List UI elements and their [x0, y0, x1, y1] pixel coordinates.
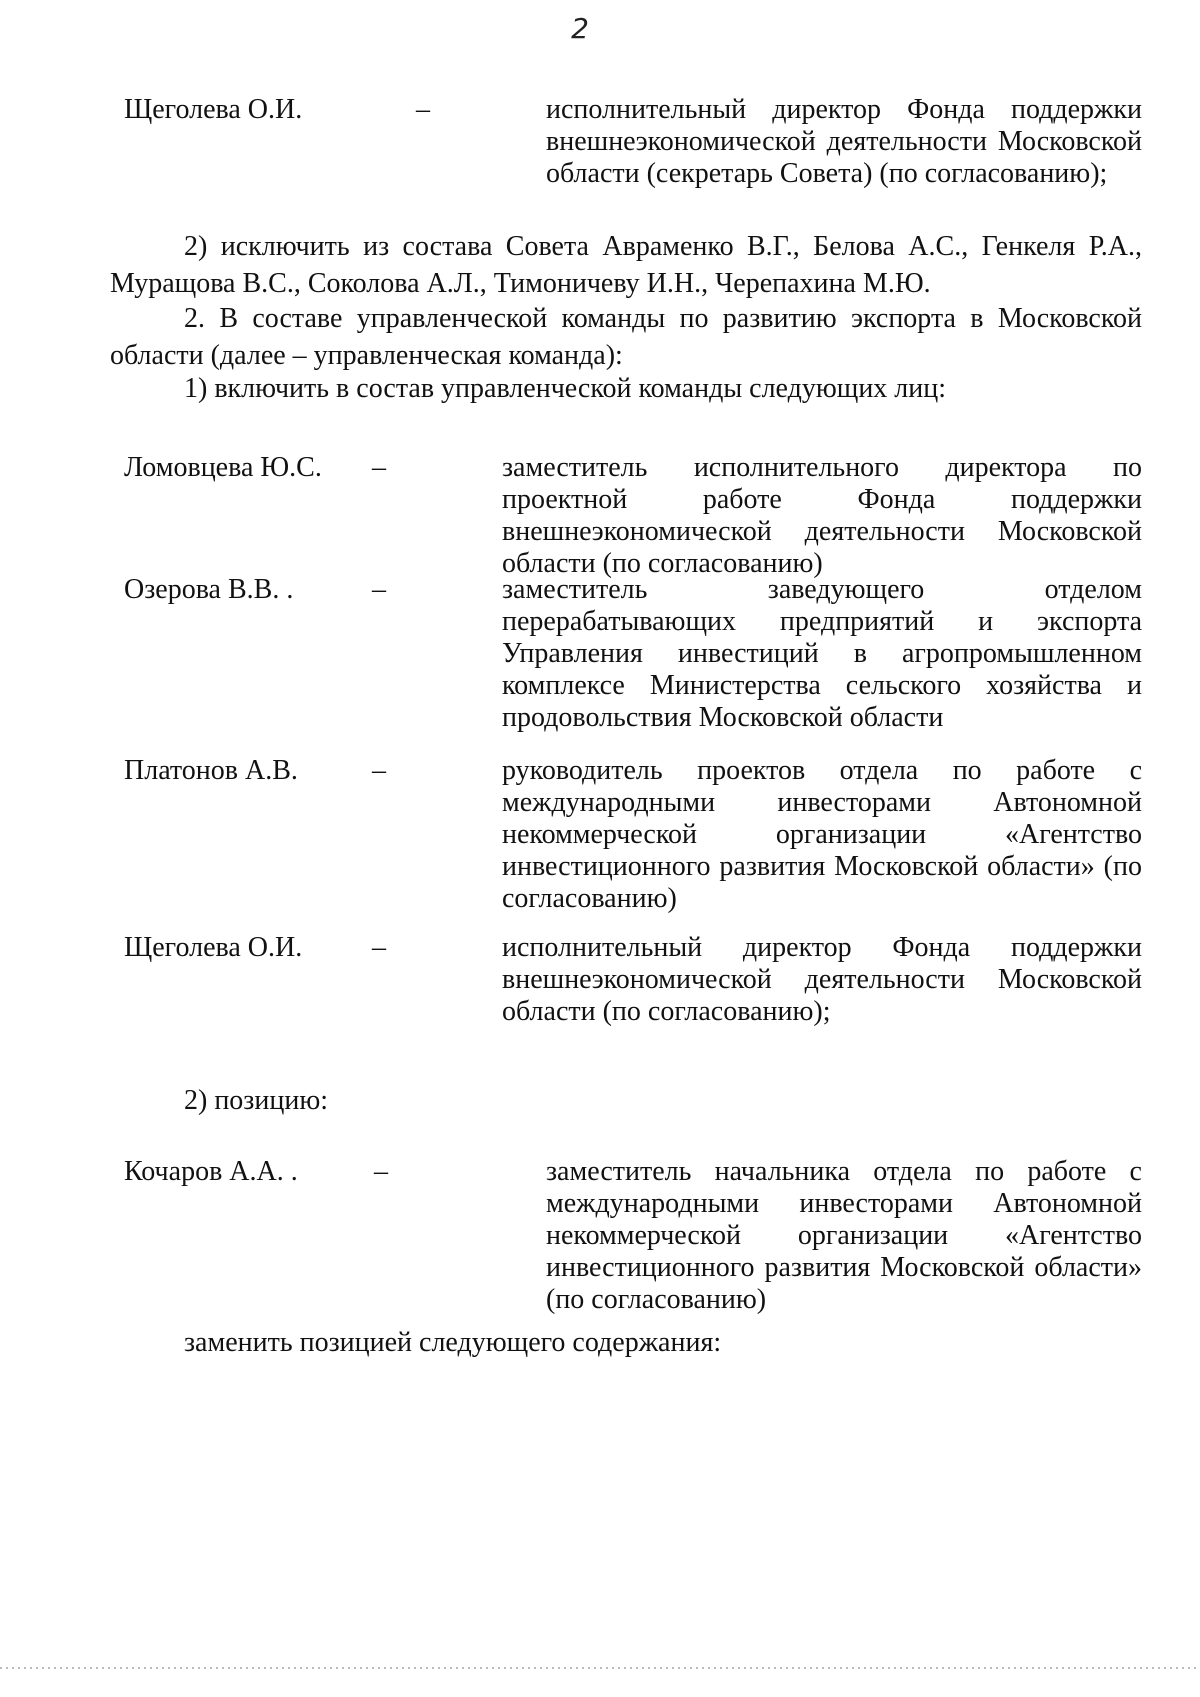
position-description: руководитель проектов отдела по работе с международными инвесторами Автономной некоммерческой организации «Агентство инвестиционного развития Московской области» (по согласованию) — [502, 755, 1142, 914]
dash: – — [374, 1156, 388, 1187]
replace-label: заменить позицией следующего содержания: — [184, 1327, 722, 1358]
position-description: заместитель начальника отдела по работе с международными инвесторами Автономной некоммерческой организации «Агентство инвестиционного развития Московской области» (по согласованию) — [546, 1156, 1142, 1315]
person-name: Щеголева О.И. — [124, 932, 303, 963]
team-section-paragraph: 2. В составе управленческой команды по развитию экспорта в Московской области (далее – управленческая команда): — [110, 303, 1142, 371]
dash: – — [372, 574, 386, 605]
exclude-council-paragraph: 2) исключить из состава Совета Авраменко В.Г., Белова А.С., Генкеля Р.А., Муращова В.С., Соколова А.Л., Тимоничеву И.Н., Черепахина М.Ю. — [110, 231, 1142, 299]
person-name: Ломовцева Ю.С. — [124, 452, 322, 483]
position-description: исполнительный директор Фонда поддержки внешнеэкономической деятельности Московской области (секретарь Совета) (по согласованию); — [546, 94, 1142, 189]
person-name: Щеголева О.И. — [124, 94, 303, 125]
dash: – — [372, 755, 386, 786]
position-description: заместитель заведующего отделом перерабатывающих предприятий и экспорта Управления инвестиций в агропромышленном комплексе Министерства сельского хозяйства и продовольствия Московской области — [502, 574, 1142, 733]
position-description: заместитель исполнительного директора по проектной работе Фонда поддержки внешнеэкономической деятельности Московской области (по согласованию) — [502, 452, 1142, 579]
position-description: исполнительный директор Фонда поддержки внешнеэкономической деятельности Московской области (по согласованию); — [502, 932, 1142, 1027]
person-name: Кочаров А.А. . — [124, 1156, 298, 1187]
position-label: 2) позицию: — [184, 1085, 329, 1116]
scan-edge-dots — [0, 1667, 1200, 1669]
dash: – — [372, 932, 386, 963]
dash: – — [372, 452, 386, 483]
person-name: Озерова В.В. . — [124, 574, 294, 605]
person-name: Платонов А.В. — [124, 755, 298, 786]
include-team-line: 1) включить в состав управленческой команды следующих лиц: — [184, 373, 947, 404]
dash: – — [416, 94, 430, 125]
page-number: 2 — [571, 12, 589, 45]
